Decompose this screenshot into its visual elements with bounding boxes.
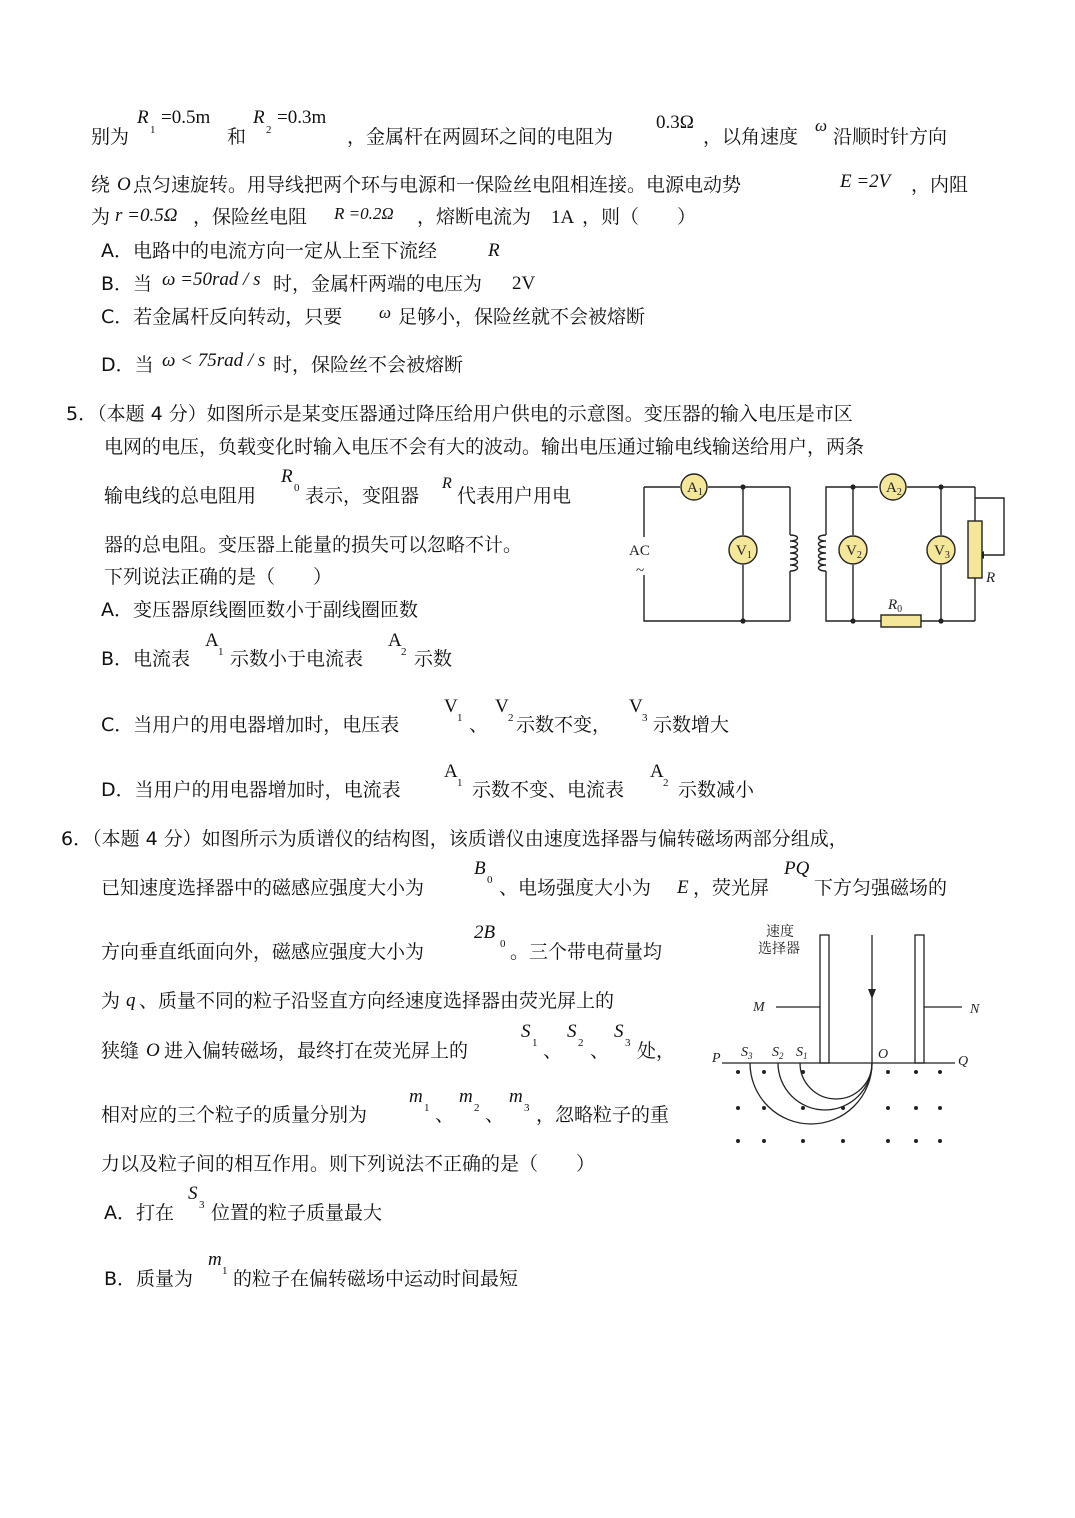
q5-stem-line1: 5．（本题 4 分）如图所示是某变压器通过降压给用户供电的示意图。变压器的输入电压是市区 bbox=[66, 403, 853, 425]
q6-option-b-text: 的粒子在偏转磁场中运动时间最短 bbox=[233, 1268, 519, 1290]
q4-option-b-volt: 2V bbox=[512, 273, 536, 294]
q5-option-c-sep: 、 bbox=[469, 714, 489, 736]
resistor-r0 bbox=[881, 615, 921, 627]
q6-option-a-s: S bbox=[188, 1183, 198, 1204]
rheostat-r bbox=[968, 521, 982, 578]
q6-pq: PQ bbox=[784, 858, 810, 879]
q4-option-a-var: R bbox=[488, 240, 500, 261]
magnetic-field-dots bbox=[736, 1070, 942, 1143]
rheostat-label: R bbox=[986, 570, 996, 586]
q6-s3: S bbox=[614, 1021, 624, 1042]
q4-r1-value: =0.5m bbox=[161, 107, 211, 128]
q4-text: 绕 bbox=[91, 174, 111, 196]
q4-fuse-resistance: R =0.2Ω bbox=[334, 204, 394, 223]
q6-text: 、质量不同的粒子沿竖直方向经速度选择器由荧光屏上的 bbox=[139, 990, 615, 1012]
q5-option-b-a2: A bbox=[388, 630, 402, 651]
q5-text: 输电线的总电阻用 bbox=[104, 485, 257, 507]
q5-option-d-a2: A bbox=[650, 761, 664, 782]
q6-text: 。三个带电荷量均 bbox=[510, 941, 663, 963]
q6-option-b-text: B．质量为 bbox=[104, 1268, 194, 1290]
q5-option-c-text: 示数增大 bbox=[653, 714, 730, 736]
q4-r1-symbol: R bbox=[137, 107, 149, 128]
q6-text: 、电场强度大小为 bbox=[499, 877, 652, 899]
v3-label: $V_3$ bbox=[934, 543, 950, 561]
q4-option-c-text: C．若金属杆反向转动，只要 bbox=[101, 306, 343, 328]
q6-sep: 、 bbox=[590, 1040, 610, 1062]
mass-spectrometer-figure bbox=[700, 915, 1000, 1155]
q5-option-d-text: D．当用户的用电器增加时，电流表 bbox=[101, 779, 401, 801]
q6-m3: m bbox=[509, 1086, 523, 1107]
a2-label: $A_2$ bbox=[886, 480, 902, 498]
q5-option-b-text: B．电流表 bbox=[101, 648, 191, 670]
q4-text: 别为 bbox=[91, 126, 130, 148]
q5-option-c-v3: V bbox=[629, 696, 643, 717]
v1-label: $V_1$ bbox=[736, 543, 752, 561]
s2-label: $S_2$ bbox=[772, 1045, 784, 1061]
q6-m2: m bbox=[459, 1086, 473, 1107]
q6-m1-sub: 1 bbox=[424, 1102, 430, 1114]
q4-resistance: 0.3Ω bbox=[656, 112, 694, 133]
q6-text: 方向垂直纸面向外，磁感应强度大小为 bbox=[101, 941, 425, 963]
q5-option-b-text: 示数小于电流表 bbox=[230, 648, 364, 670]
q4-option-d-text: D．当 bbox=[101, 354, 154, 376]
s3-label: $S_3$ bbox=[741, 1045, 753, 1061]
q4-r2-symbol: R bbox=[253, 107, 265, 128]
q5-r: R bbox=[442, 475, 452, 492]
velocity-selector-label-1: 速度 bbox=[766, 924, 794, 940]
q4-option-b-math: ω =50rad / s bbox=[162, 269, 261, 290]
q5-option-d-text: 示数不变、电流表 bbox=[472, 779, 625, 801]
q6-text: 下方匀强磁场的 bbox=[814, 877, 948, 899]
q6-option-a-s-sub: 3 bbox=[199, 1199, 205, 1211]
transformer-circuit-figure bbox=[620, 465, 1015, 635]
ac-tilde: ~ bbox=[636, 563, 645, 579]
q6-s1: S bbox=[521, 1021, 531, 1042]
q4-option-a-text: A．电路中的电流方向一定从上至下流经 bbox=[101, 240, 437, 262]
plate-n-label: N bbox=[970, 1002, 980, 1017]
q5-option-b-text: 示数 bbox=[414, 648, 453, 670]
q6-text: 狭缝 bbox=[101, 1040, 140, 1062]
q6-text: ，荧光屏 bbox=[693, 877, 770, 899]
q6-text: 处， bbox=[637, 1040, 676, 1062]
q6-2b0: 2B bbox=[474, 922, 496, 943]
q4-emf: E =2V bbox=[840, 171, 891, 192]
q4-text: ，内阻 bbox=[911, 174, 969, 196]
v2-label: $V_2$ bbox=[846, 543, 862, 561]
q4-option-c-omega: ω bbox=[379, 303, 392, 322]
q5-stem-line4: 器的总电阻。变压器上能量的损失可以忽略不计。 bbox=[104, 534, 523, 556]
q4-text: 为 bbox=[91, 206, 111, 228]
q4-omega: ω bbox=[815, 116, 828, 135]
q4-internal-resistance: r =0.5Ω bbox=[115, 205, 178, 226]
q5-option-d-a1: A bbox=[444, 761, 458, 782]
q5-stem-line5: 下列说法正确的是（ ） bbox=[104, 566, 333, 588]
s1-label: $S_1$ bbox=[796, 1045, 808, 1061]
q5-option-c-v2: V bbox=[495, 696, 509, 717]
screen-p-label: P bbox=[712, 1051, 721, 1066]
q4-text: ，则（ ） bbox=[582, 206, 697, 228]
q6-text: 进入偏转磁场，最终打在荧光屏上的 bbox=[164, 1040, 469, 1062]
q6-e: E bbox=[677, 877, 689, 898]
plate-m-label: M bbox=[753, 1000, 765, 1015]
q4-option-c-text: 足够小，保险丝就不会被熔断 bbox=[398, 306, 646, 328]
ac-label: AC bbox=[629, 543, 650, 559]
q4-r2-value: =0.3m bbox=[277, 107, 327, 128]
q6-option-a-text: A．打在 bbox=[104, 1202, 174, 1224]
q4-option-d-text: 时，保险丝不会被熔断 bbox=[273, 354, 464, 376]
q5-r0: R bbox=[281, 466, 293, 487]
q5-r0-sub: 0 bbox=[294, 482, 300, 494]
q6-sep: 、 bbox=[543, 1040, 563, 1062]
q6-m2-sub: 2 bbox=[474, 1102, 480, 1114]
q6-s2-sub: 2 bbox=[578, 1037, 584, 1049]
q6-2b0-sub: 0 bbox=[500, 938, 506, 950]
q4-option-d-math: ω < 75rad / s bbox=[162, 350, 266, 371]
q5-option-d-text: 示数减小 bbox=[678, 779, 755, 801]
q5-option-b-a1: A bbox=[205, 630, 219, 651]
r0-label: $R_0$ bbox=[888, 597, 903, 615]
q5-option-c-text: 示数不变， bbox=[516, 714, 612, 736]
q5-option-c-v2-sub: 2 bbox=[508, 712, 514, 724]
q4-text: ，保险丝电阻 bbox=[193, 206, 308, 228]
q6-s3-sub: 3 bbox=[625, 1037, 631, 1049]
q5-option-c-v3-sub: 3 bbox=[642, 712, 648, 724]
q6-stem-line7: 力以及粒子间的相互作用。则下列说法不正确的是（ ） bbox=[101, 1153, 596, 1175]
q6-s2: S bbox=[567, 1021, 577, 1042]
q5-option-d-a2-sub: 2 bbox=[663, 777, 669, 789]
q6-sep: 、 bbox=[485, 1104, 505, 1126]
q4-option-b-text: 时，金属杆两端的电压为 bbox=[273, 273, 483, 295]
q4-fuse-current: 1A bbox=[551, 207, 575, 228]
q4-text: ，金属杆在两圆环之间的电阻为 bbox=[347, 126, 614, 148]
q4-text: ，以角速度 bbox=[703, 126, 799, 148]
q6-b0-sub: 0 bbox=[487, 874, 493, 886]
q6-stem-line1: 6．（本题 4 分）如图所示为质谱仪的结构图，该质谱仪由速度选择器与偏转磁场两部分组成， bbox=[61, 828, 848, 850]
q5-option-d-a1-sub: 1 bbox=[457, 777, 463, 789]
q4-r1-sub: 1 bbox=[150, 124, 156, 136]
q5-stem-line2: 电网的电压，负载变化时输入电压不会有大的波动。输出电压通过输电线输送给用户，两条 bbox=[104, 436, 865, 458]
q4-text: 点匀速旋转。用导线把两个环与电源和一保险丝电阻相连接。电源电动势 bbox=[133, 174, 742, 196]
velocity-selector-label-2: 选择器 bbox=[758, 941, 800, 957]
q6-sep: 、 bbox=[435, 1104, 455, 1126]
q6-b0: B bbox=[474, 858, 486, 879]
q5-text: 表示，变阻器 bbox=[305, 485, 420, 507]
q6-o: O bbox=[146, 1040, 160, 1061]
q6-m3-sub: 3 bbox=[524, 1102, 530, 1114]
q6-text: ，忽略粒子的重 bbox=[536, 1104, 670, 1126]
q6-option-b-m-sub: 1 bbox=[222, 1265, 228, 1277]
screen-q-label: Q bbox=[958, 1054, 969, 1069]
a1-label: $A_1$ bbox=[687, 480, 703, 498]
q4-text: ，熔断电流为 bbox=[417, 206, 532, 228]
q4-text: 沿顺时针方向 bbox=[833, 126, 948, 148]
q6-text: 已知速度选择器中的磁感应强度大小为 bbox=[101, 877, 425, 899]
q6-text: 相对应的三个粒子的质量分别为 bbox=[101, 1104, 368, 1126]
q5-option-c-v1-sub: 1 bbox=[457, 712, 463, 724]
q4-point-o: O bbox=[117, 174, 131, 195]
q4-text: 和 bbox=[227, 126, 247, 148]
q5-option-c-text: C．当用户的用电器增加时，电压表 bbox=[101, 714, 400, 736]
q5-option-a[interactable]: A．变压器原线圈匝数小于副线圈匝数 bbox=[101, 599, 418, 621]
q4-option-b-text: B．当 bbox=[101, 273, 153, 295]
q6-text: 为 bbox=[101, 990, 121, 1012]
q4-r2-sub: 2 bbox=[266, 124, 272, 136]
q5-option-b-a1-sub: 1 bbox=[218, 646, 224, 658]
q6-q: q bbox=[126, 990, 136, 1011]
q5-text: 代表用户用电 bbox=[457, 485, 572, 507]
q5-option-b-a2-sub: 2 bbox=[401, 646, 407, 658]
q6-option-a-text: 位置的粒子质量最大 bbox=[211, 1202, 383, 1224]
q6-s1-sub: 1 bbox=[532, 1037, 538, 1049]
q6-option-b-m: m bbox=[208, 1249, 222, 1270]
slit-o-label: O bbox=[878, 1047, 889, 1062]
q5-option-c-v1: V bbox=[444, 696, 458, 717]
q6-m1: m bbox=[409, 1086, 423, 1107]
